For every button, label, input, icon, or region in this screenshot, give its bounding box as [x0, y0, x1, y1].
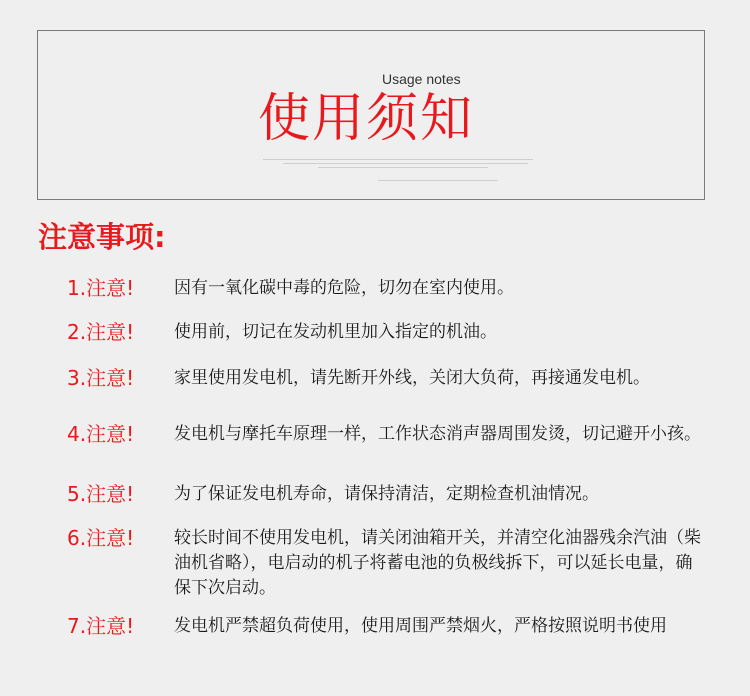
note-text: 较长时间不使用发电机，请关闭油箱开关，并清空化油器残余汽油（柴油机省略），电启动的机子将蓄电池的负极线拆下，可以延长电量，确保下次启动。 — [174, 528, 701, 598]
note-text: 发电机严禁超负荷使用，使用周围严禁烟火，严格按照说明书使用 — [174, 616, 667, 636]
note-label: 5.注意! — [67, 482, 135, 506]
note-label: 4.注意! — [67, 422, 135, 446]
decorative-line — [378, 180, 498, 181]
header-frame — [37, 30, 705, 200]
note-text: 因有一氧化碳中毒的危险，切勿在室内使用。 — [174, 278, 514, 298]
note-label: 1.注意! — [67, 276, 135, 300]
decorative-line — [263, 159, 533, 160]
note-label: 3.注意! — [67, 366, 135, 390]
section-title: 注意事项: — [38, 220, 166, 254]
decorative-line — [283, 163, 528, 164]
header-subtitle: Usage notes — [382, 71, 461, 87]
page-title: 使用须知 — [258, 89, 475, 149]
note-text: 为了保证发电机寿命，请保持清洁，定期检查机油情况。 — [174, 484, 599, 504]
note-text: 家里使用发电机，请先断开外线，关闭大负荷，再接通发电机。 — [174, 368, 650, 388]
note-label: 2.注意! — [67, 320, 135, 344]
note-label: 7.注意! — [67, 614, 135, 638]
decorative-line — [318, 167, 488, 168]
note-text: 使用前，切记在发动机里加入指定的机油。 — [174, 322, 497, 342]
note-label: 6.注意! — [67, 526, 135, 550]
note-text: 发电机与摩托车原理一样，工作状态消声器周围发烫，切记避开小孩。 — [174, 424, 701, 444]
